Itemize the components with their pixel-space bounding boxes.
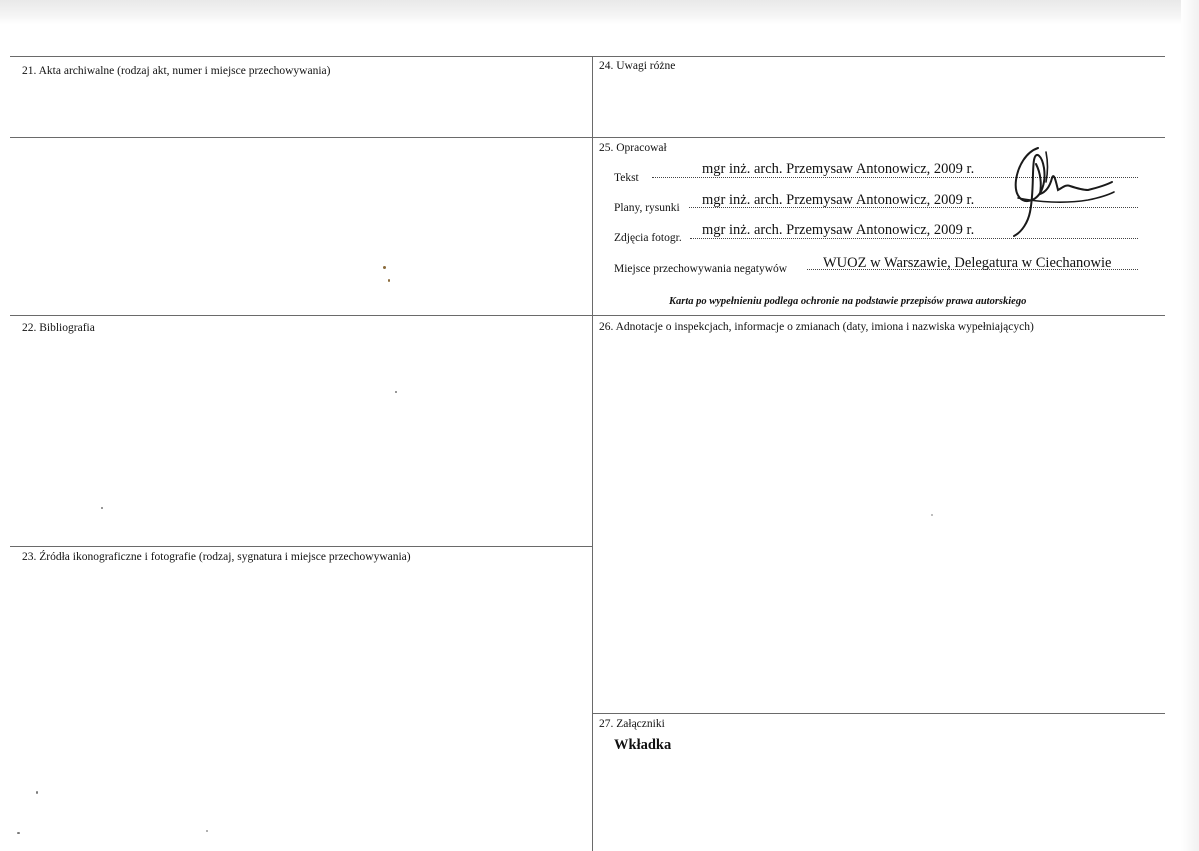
rule-left-1 [10,137,592,138]
scan-speck [388,279,390,282]
row-text-label: Tekst [614,172,639,184]
section-21-label: 21. Akta archiwalne (rodzaj akt, numer i miejsce przechowywania) [22,65,331,77]
signature-icon [998,142,1116,238]
scan-shadow-top [0,0,1199,24]
section-25-label: 25. Opracował [599,142,667,154]
row-plans-label: Plany, rysunki [614,202,680,214]
scan-speck [101,507,103,509]
section-26-label: 26. Adnotacje o inspekcjach, informacje o zmianach (daty, imiona i nazwiska wypełniających) [599,321,1034,333]
row-plans-value: mgr inż. arch. Przemysaw Antonowicz, 2009 r. [702,192,975,208]
rule-top [10,56,1165,57]
row-photos-label: Zdjęcia fotogr. [614,232,682,244]
scan-shadow-right [1181,0,1199,851]
rule-left-2 [10,546,592,547]
rule-mid [10,315,1165,316]
section-24-label: 24. Uwagi różne [599,60,676,72]
row-negatives-value: WUOZ w Warszawie, Delegatura w Ciechanowie [823,255,1112,271]
attachment-value: Wkładka [614,737,672,753]
scan-speck [931,514,933,516]
row-text-value: mgr inż. arch. Przemysaw Antonowicz, 2009 r. [702,161,975,177]
scan-speck [395,391,397,393]
row-photos-dots [690,238,1138,239]
row-negatives-label: Miejsce przechowywania negatywów [614,263,788,275]
scan-speck [36,791,38,794]
rule-vertical [592,56,593,851]
scan-speck [206,830,208,832]
section-23-label: 23. Źródła ikonograficzne i fotografie (rodzaj, sygnatura i miejsce przechowywania) [22,551,411,563]
section-27-label: 27. Załączniki [599,718,665,730]
rule-right-2 [592,713,1165,714]
row-photos-value: mgr inż. arch. Przemysaw Antonowicz, 2009 r. [702,222,975,238]
section-22-label: 22. Bibliografia [22,322,95,334]
scan-speck [17,832,20,834]
rule-right-1 [592,137,1165,138]
scan-speck [383,266,386,269]
copyright-note: Karta po wypełnieniu podlega ochronie na podstawie przepisów prawa autorskiego [669,296,1027,307]
